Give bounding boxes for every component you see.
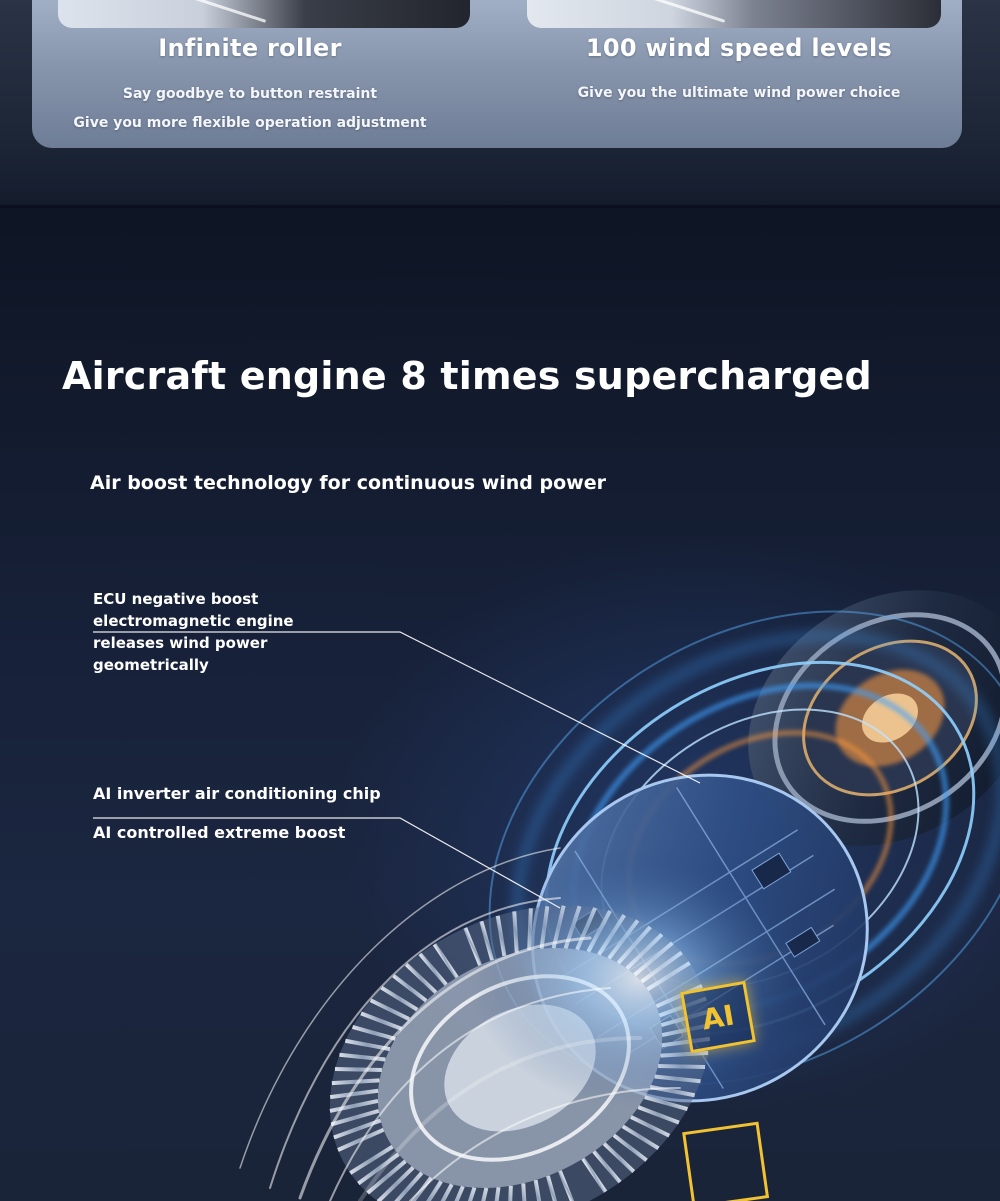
feature-banner	[0, 0, 1000, 208]
core-glow	[470, 848, 810, 1108]
speed-device-image	[527, 0, 941, 28]
feature-description: Give you more flexible operation adjustment	[73, 115, 427, 131]
feature-title: Infinite roller	[158, 34, 342, 62]
page-subheadline: Air boost technology for continuous wind power	[90, 472, 606, 494]
ai-chip-badge	[680, 981, 756, 1054]
ai-chip-callout-subtitle: AI controlled extreme boost	[93, 823, 346, 842]
feature-description: Give you the ultimate wind power choice	[577, 85, 901, 101]
ai-chip-callout-title: AI inverter air conditioning chip	[93, 784, 381, 803]
roller-device-image	[58, 0, 470, 28]
ecu-callout	[93, 588, 294, 676]
page-headline: Aircraft engine 8 times supercharged	[62, 354, 872, 398]
ai-chip-graphic	[682, 1123, 767, 1201]
feature-description: Say goodbye to button restraint	[122, 86, 378, 102]
feature-title: 100 wind speed levels	[585, 34, 893, 62]
ai-chip-label: AI	[699, 997, 737, 1037]
engine-section	[0, 208, 1000, 1201]
ecu-callout-line-3: releases wind power	[93, 634, 268, 652]
ecu-callout-line-4: geometrically	[93, 656, 209, 674]
ecu-callout-line-2: electromagnetic engine	[93, 612, 294, 630]
ecu-callout-line-1: ECU negative boost	[93, 590, 259, 608]
